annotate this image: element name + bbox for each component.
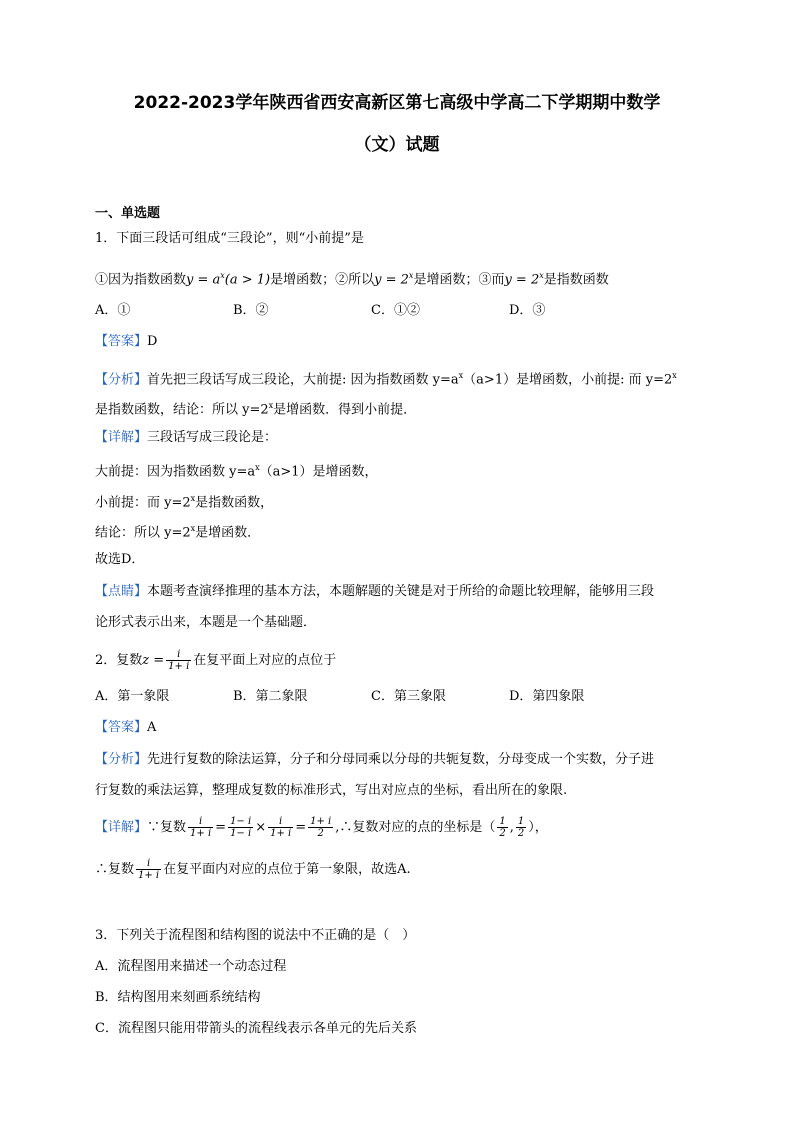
q1-analysis-1: 【分析】首先把三段话写成三段论，大前提: 因为指数函数 $y=a^x(a>1)$是增函数，小前提: 而 $y=2^x$ — [95, 371, 677, 388]
q1-detail-0: 【详解】三段话写成三段论是： — [95, 430, 278, 445]
q1-option-a: A．① — [95, 303, 131, 318]
q1-detail-4: 故选D． — [95, 552, 145, 567]
q1-detail-3: 结论：所以 $y=2^x$是增函数． — [95, 524, 261, 541]
q2-analysis-1: 【分析】先进行复数的除法运算，分子和分母同乘以分母的共轭复数，分母变成一个实数，分子进 — [95, 752, 655, 767]
q2-options — [95, 687, 647, 707]
q3-option-b: B．结构图用来刻画系统结构 — [95, 990, 261, 1005]
q1-detail-2: 小前提：而 $y=2^x$是指数函数， — [95, 494, 274, 511]
q3-stem: 3．下列关于流程图和结构图的说法中不正确的是（ ） — [95, 928, 416, 943]
q2-option-c: C．第三象限 — [371, 689, 446, 704]
doc-title-line1: 2022-2023学年陕西省西安高新区第七高级中学高二下学期期中数学 — [133, 93, 661, 113]
q1-comment-1: 【点睛】本题考查演绎推理的基本方法，本题解题的关键是对于所给的命题比较理解，能够用三段 — [95, 584, 655, 599]
doc-title-line2: （文）试题 — [354, 135, 440, 155]
q2-analysis-2: 行复数的乘法运算，整理成复数的标准形式，写出对应点的坐标，看出所在的象限. — [95, 783, 568, 798]
q2-option-a: A．第一象限 — [95, 689, 170, 704]
q1-option-b: B．② — [233, 303, 269, 318]
q1-option-d: D．③ — [509, 303, 546, 318]
q2-detail-2: ∴复数 $\frac{i}{1+ i}$ 在复平面内对应的点位于第一象限，故选A. — [95, 858, 411, 881]
q2-option-d: D．第四象限 — [509, 689, 585, 704]
q2-detail-1: 【详解】∵复数 $\frac{i}{1+ i}$ = $\frac{1- i}{1- i}$ × $\frac{i}{1+ i}$ = $\frac{1+ i}{2}$ ,∴复数对应的点的坐标是（ $\frac{1}{2}$ , $\frac{1}{2}$ ）， — [95, 816, 548, 839]
q1-answer: 【答案】D — [95, 334, 158, 349]
q2-fraction: $\frac{i}{1+ i}$ — [168, 649, 190, 672]
section-heading: 一、单选题 — [95, 206, 161, 221]
q1-stem: 1．下面三段话可组成“三段论”，则“小前提”是 — [95, 231, 364, 246]
q2-stem: 2．复数z = $\frac{i}{1+ i}$ 在复平面上对应的点位于 — [95, 649, 337, 672]
q1-option-c: C．①② — [371, 303, 420, 318]
q2-answer: 【答案】A — [95, 720, 157, 735]
q1-premises: ①因为指数函数$y = a^x(a > 1)$是增函数；②所以$y = 2^x$是增函数；③而$y = 2^x$是指数函数 — [95, 271, 609, 288]
q2-option-b: B．第二象限 — [233, 689, 308, 704]
q3-option-c: C．流程图只能用带箭头的流程线表示各单元的先后关系 — [95, 1021, 417, 1036]
q1-detail-1: 大前提：因为指数函数 $y=a^x(a>1)$是增函数， — [95, 463, 378, 480]
q3-option-a: A．流程图用来描述一个动态过程 — [95, 959, 287, 974]
q1-comment-2: 论形式表示出来，本题是一个基础题． — [95, 615, 317, 630]
q1-analysis-2: 是指数函数，结论：所以 $y=2^x$是增函数．得到小前提． — [95, 401, 417, 418]
q1-options — [95, 301, 647, 321]
